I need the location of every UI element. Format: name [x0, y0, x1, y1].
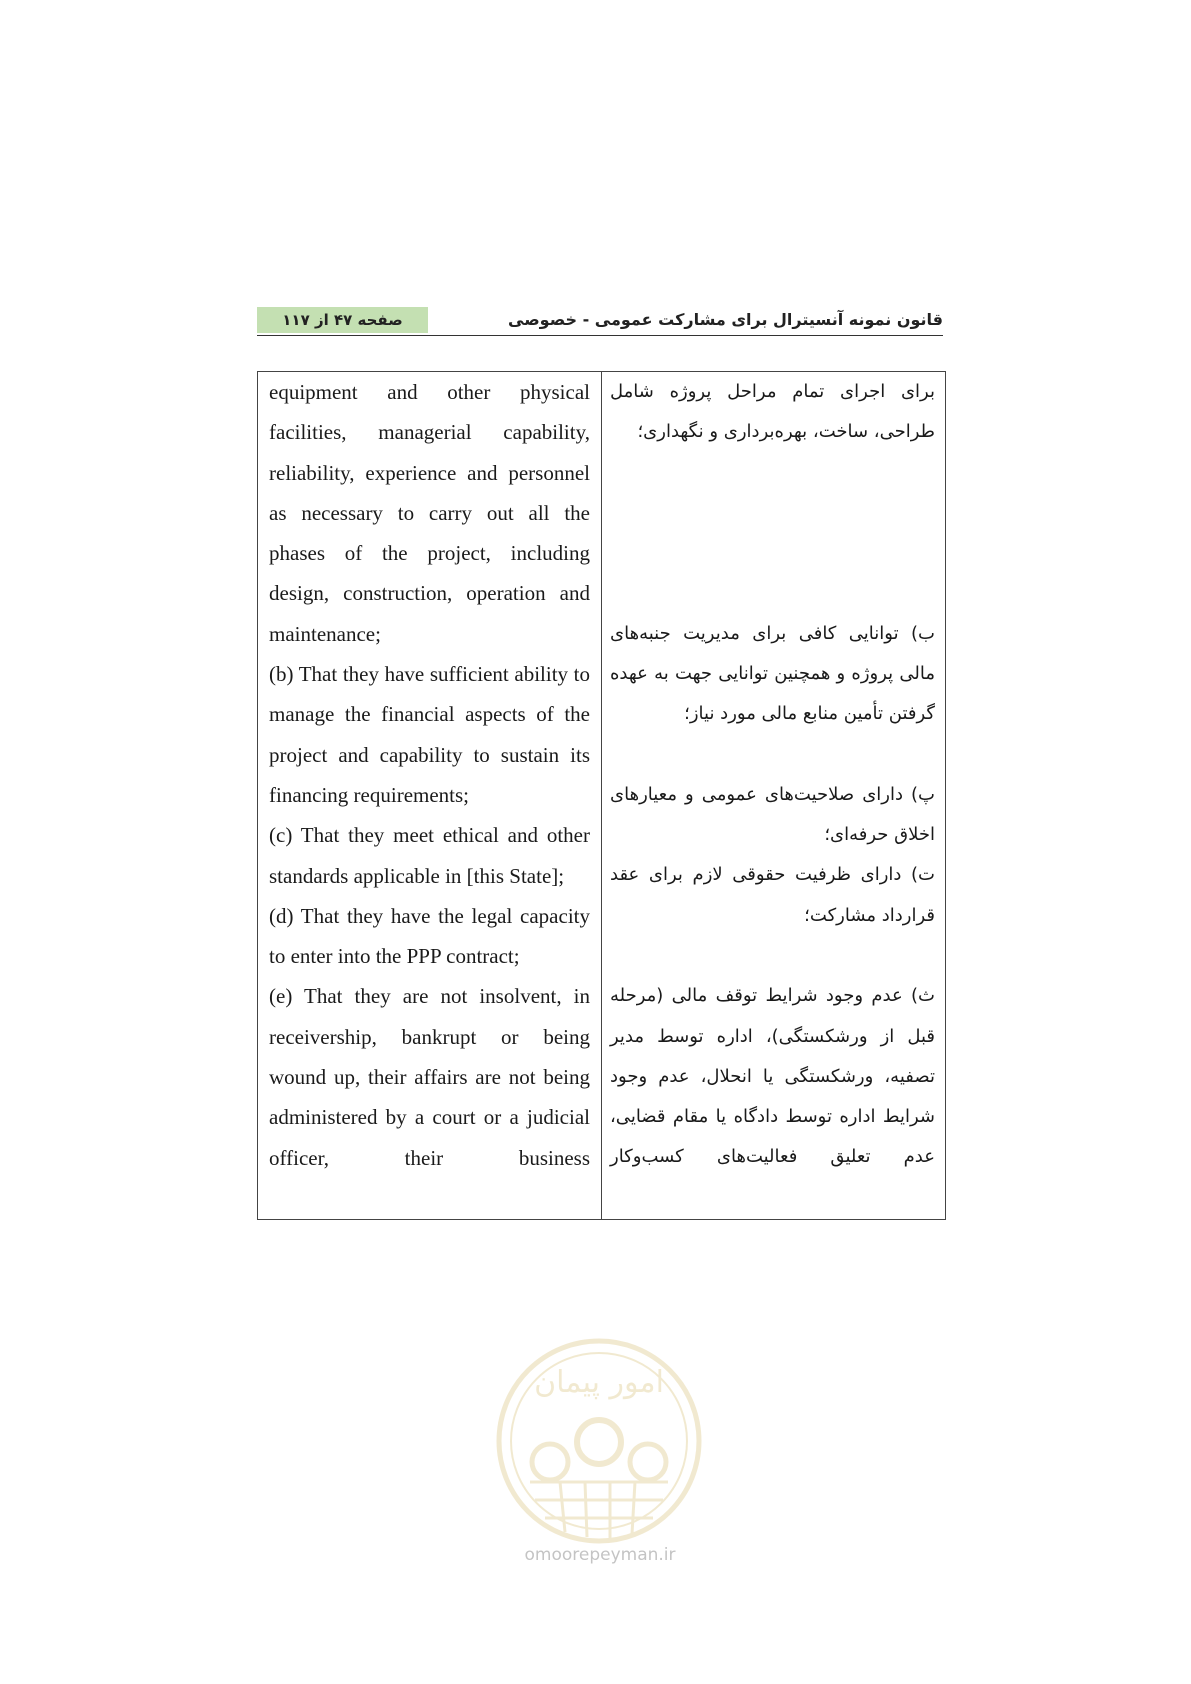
persian-paragraph: پ) دارای صلاحیت‌های عمومی و معیارهای اخلاق حرفه‌ای؛ — [610, 783, 935, 846]
persian-paragraph: ث) عدم وجود شرایط توقف مالی (مرحله قبل از ورشکستگی)، اداره توسط مدیر تصفیه، ورشکستگی یا انحلال، عدم وجود شرایط اداره توسط دادگاه یا مقام قضایی، عدم تعلیق فعالیت‌های کسب‌وکار — [610, 985, 935, 1168]
persian-paragraph: ت) دارای ظرفیت حقوقی لازم برای عقد قرارداد مشارکت؛ — [610, 864, 935, 926]
page-number-badge: صفحه ۴۷ از ۱۱۷ — [257, 307, 428, 333]
english-paragraph: (b) That they have sufficient ability to manage the financial aspects of the project and capability to sustain its financing requirements; — [269, 662, 590, 807]
english-column — [258, 372, 602, 1220]
watermark-logo-text: امور پیمان — [534, 1365, 664, 1400]
bilingual-text-table — [257, 371, 946, 1220]
document-title: قانون نمونه آنسیترال برای مشارکت عمومی - خصوصی — [508, 310, 943, 329]
persian-paragraph: ب) توانایی کافی برای مدیریت جنبه‌های مالی پروژه و همچنین توانایی جهت به عهده گرفتن تأمین منابع مالی مورد نیاز؛ — [610, 622, 935, 725]
english-paragraph: (d) That they have the legal capacity to enter into the PPP contract; — [269, 903, 590, 969]
english-paragraph: (e) That they are not insolvent, in receivership, bankrupt or being wound up, their affairs are not being administered by a court or a judicial officer, their business — [269, 984, 590, 1170]
table-row — [258, 372, 946, 1220]
spacer — [602, 734, 945, 774]
english-paragraph: equipment and other physical facilities, managerial capability, reliability, experience and personnel as necessary to carry out all the phases of the project, including design, construction, operation and maintenance; — [269, 380, 590, 646]
persian-paragraph: برای اجرای تمام مراحل پروژه شامل طراحی، ساخت، بهره‌برداری و نگهداری؛ — [610, 381, 935, 443]
persian-column — [602, 372, 946, 1220]
watermark-site: omoorepeyman.ir — [524, 1545, 676, 1565]
spacer — [602, 936, 945, 976]
english-paragraph: (c) That they meet ethical and other standards applicable in [this State]; — [269, 823, 590, 888]
page-header — [257, 305, 943, 336]
spacer — [602, 453, 945, 614]
